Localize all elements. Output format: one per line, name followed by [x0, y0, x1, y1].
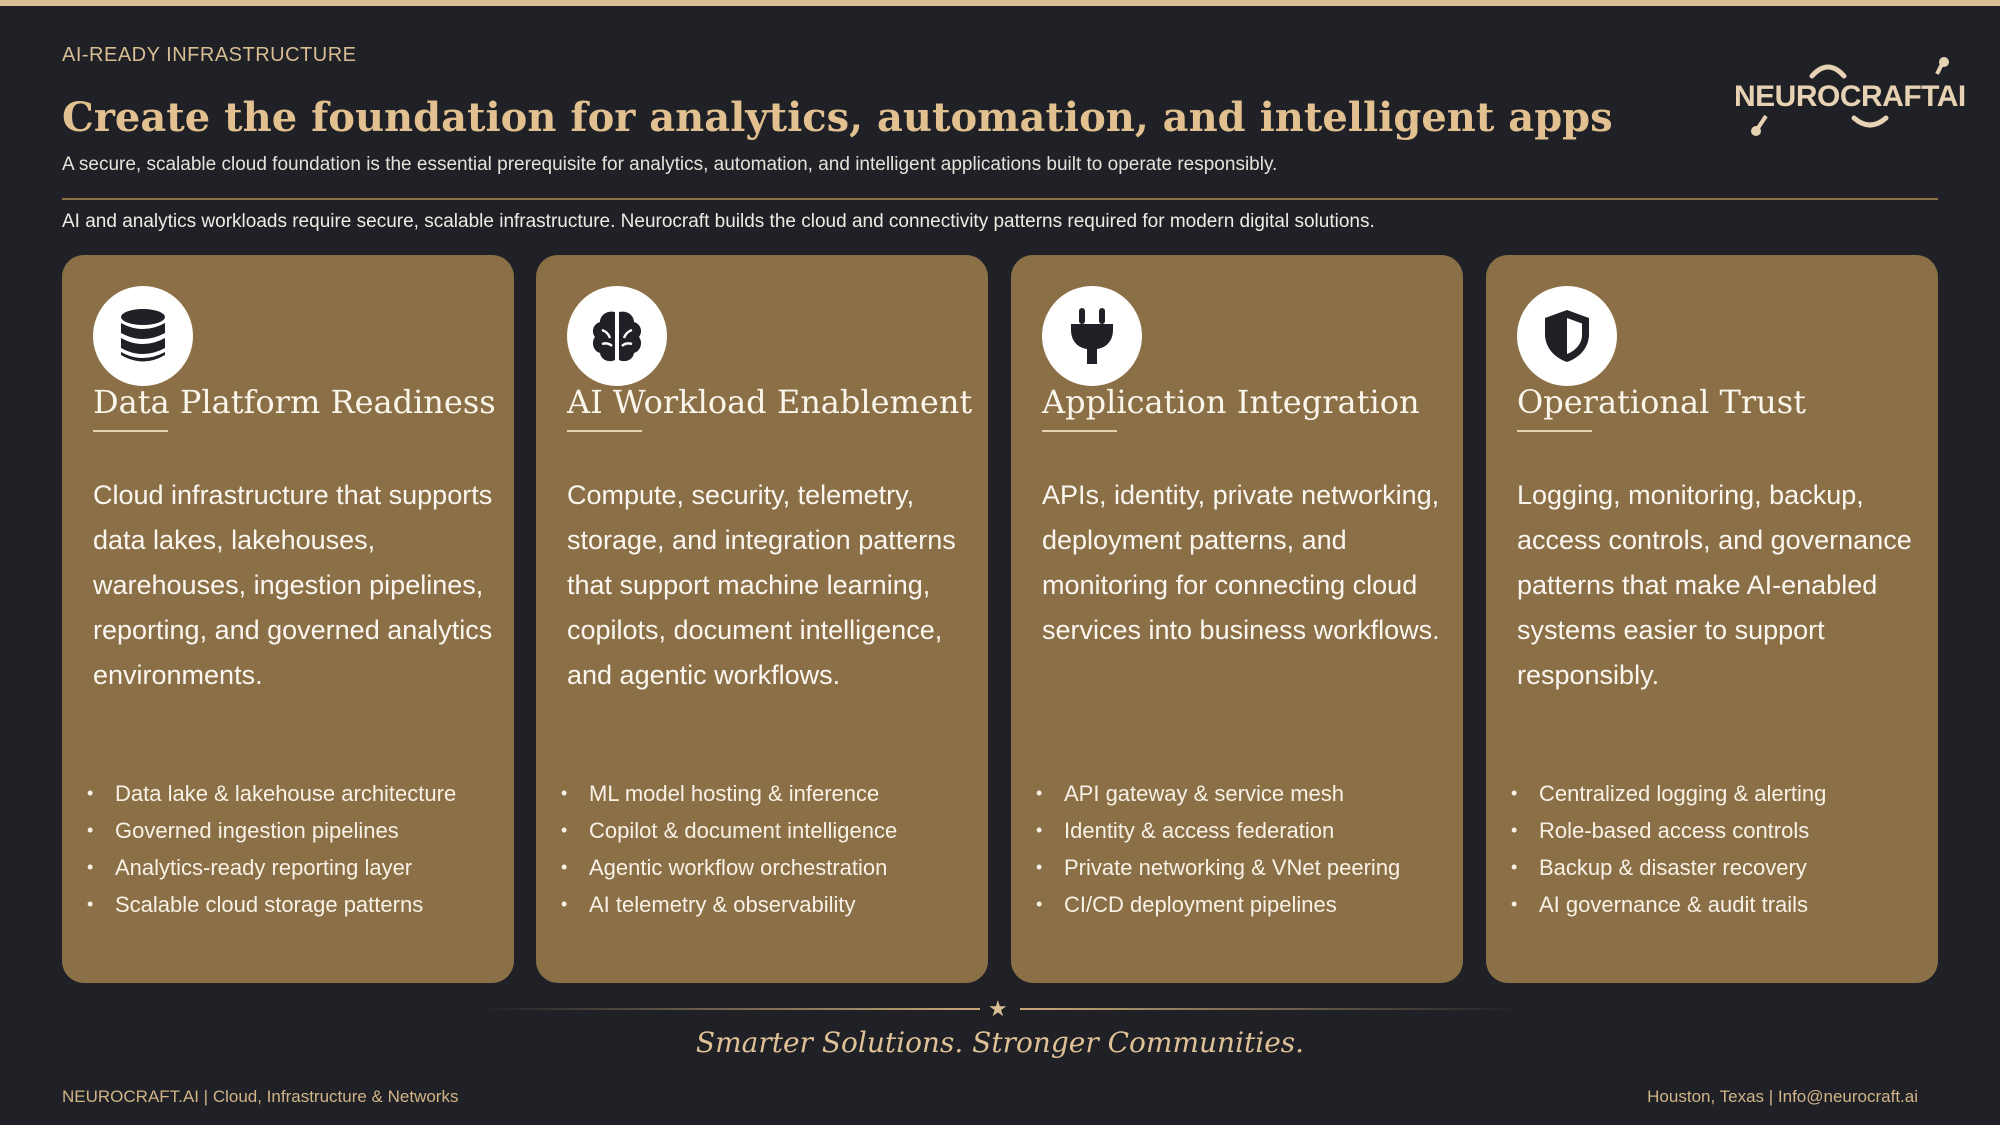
- list-item: • Identity & access federation: [1042, 812, 1457, 849]
- capability-cards: [62, 255, 1938, 983]
- top-accent-bar: [0, 0, 2000, 6]
- list-item: • Data lake & lakehouse architecture: [93, 775, 508, 812]
- tagline-divider-right: [1020, 1008, 1520, 1010]
- card-operational-trust: [1486, 255, 1938, 983]
- card-ai-workload: [536, 255, 988, 983]
- list-item: • Role-based access controls: [1517, 812, 1932, 849]
- tagline: Smarter Solutions. Stronger Communities.: [695, 1026, 1305, 1059]
- list-item: • Agentic workflow orchestration: [567, 849, 982, 886]
- list-item: • Private networking & VNet peering: [1042, 849, 1457, 886]
- card-bullet-list: [1517, 775, 1932, 923]
- card-description: Cloud infrastructure that supports data lakes, lakehouses, warehouses, ingestion pipelines, reporting, and governed analytics environments.: [93, 480, 493, 690]
- page-title: Create the foundation for analytics, automation, and intelligent apps: [62, 94, 1613, 141]
- card-description: Logging, monitoring, backup, access controls, and governance patterns that make AI-enabled systems easier to support responsibly.: [1517, 480, 1912, 690]
- brain-icon: [588, 308, 646, 364]
- card-data-platform: [62, 255, 514, 983]
- intro-text: AI and analytics workloads require secure, scalable infrastructure. Neurocraft builds the cloud and connectivity patterns required for modern digital solutions.: [62, 211, 1375, 232]
- database-icon: [117, 308, 169, 364]
- card-description: APIs, identity, private networking, deployment patterns, and monitoring for connecting cloud services into business workflows.: [1042, 480, 1440, 645]
- list-item: • CI/CD deployment pipelines: [1042, 886, 1457, 923]
- section-eyebrow: AI-READY INFRASTRUCTURE: [62, 44, 357, 66]
- list-item: • ML model hosting & inference: [567, 775, 982, 812]
- list-item: • AI governance & audit trails: [1517, 886, 1932, 923]
- card-bullet-list: [567, 775, 982, 923]
- card-title: AI Workload Enablement: [567, 383, 973, 421]
- card-title-rule: [567, 430, 642, 432]
- footer-contact: Houston, Texas | Info@neurocraft.ai: [1647, 1087, 1918, 1106]
- plug-icon: [1069, 306, 1115, 366]
- card-title-rule: [93, 430, 168, 432]
- list-item: • AI telemetry & observability: [567, 886, 982, 923]
- shield-icon: [1543, 308, 1591, 364]
- header-divider: [62, 198, 1938, 200]
- card-bullet-list: [1042, 775, 1457, 923]
- card-title-rule: [1042, 430, 1117, 432]
- neurocraft-logo: [1730, 56, 1980, 140]
- card-bullet-list: [93, 775, 508, 923]
- list-item: • Backup & disaster recovery: [1517, 849, 1932, 886]
- card-application-integration: [1011, 255, 1463, 983]
- footer-company: NEUROCRAFT.AI | Cloud, Infrastructure & Networks: [62, 1087, 459, 1106]
- list-item: • Scalable cloud storage patterns: [93, 886, 508, 923]
- card-title: Application Integration: [1042, 383, 1420, 421]
- card-title: Operational Trust: [1517, 383, 1807, 421]
- list-item: • Copilot & document intelligence: [567, 812, 982, 849]
- tagline-divider-left: [480, 1008, 980, 1010]
- list-item: • API gateway & service mesh: [1042, 775, 1457, 812]
- logo-wordmark: NEUROCRAFT: [1734, 80, 1937, 113]
- card-title: Data Platform Readiness: [93, 383, 496, 421]
- list-item: • Analytics-ready reporting layer: [93, 849, 508, 886]
- logo-suffix: AI: [1936, 80, 1966, 113]
- card-title-rule: [1517, 430, 1592, 432]
- card-description: Compute, security, telemetry, storage, and integration patterns that support machine learning, copilots, document intelligence, and agentic workflows.: [567, 480, 956, 690]
- star-icon: ★: [988, 996, 1008, 1021]
- list-item: • Governed ingestion pipelines: [93, 812, 508, 849]
- list-item: • Centralized logging & alerting: [1517, 775, 1932, 812]
- page-subtitle: A secure, scalable cloud foundation is the essential prerequisite for analytics, automation, and intelligent applications built to operate responsibly.: [62, 154, 1278, 175]
